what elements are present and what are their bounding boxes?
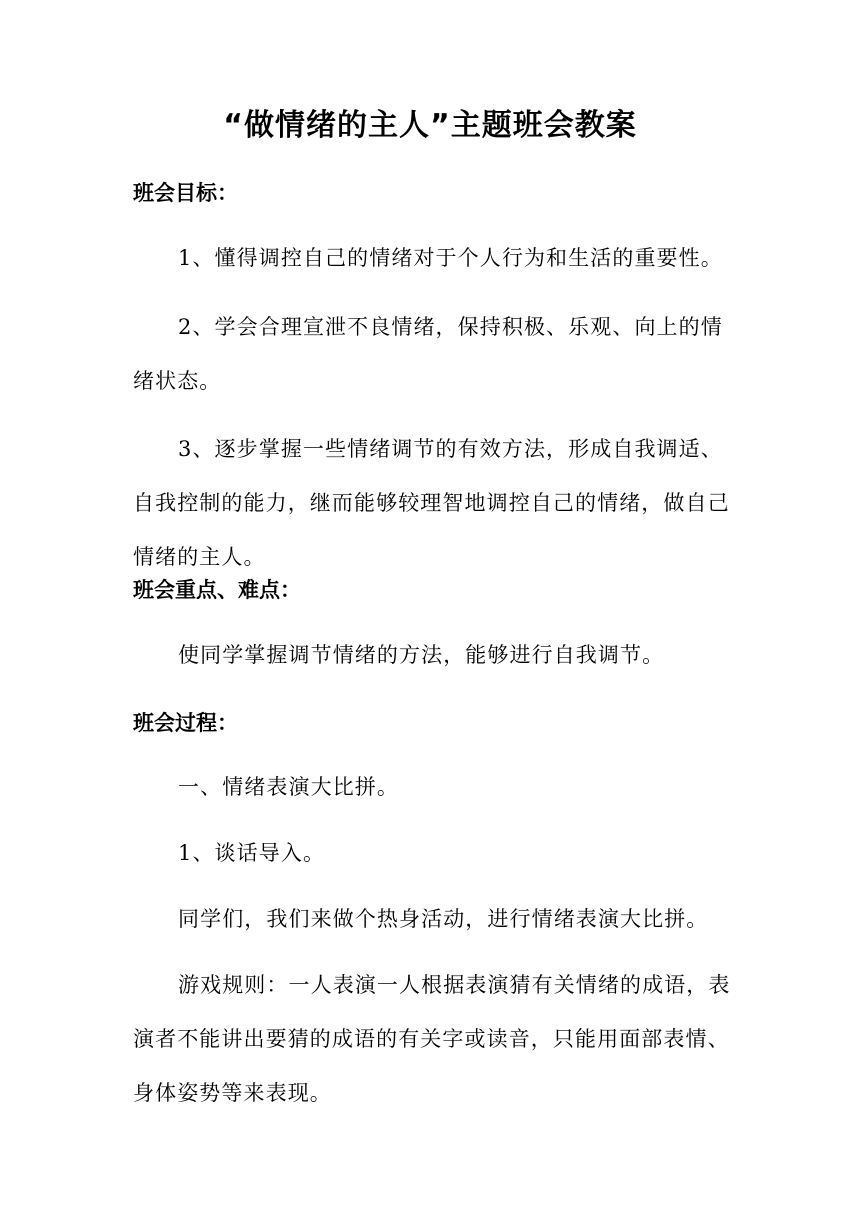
step-one-title: 1、谈话导入。	[178, 841, 326, 865]
goal-item-1: 1、懂得调控自己的情绪对于个人行为和生活的重要性。	[178, 246, 723, 270]
key-points-text: 使同学掌握调节情绪的方法，能够进行自我调节。	[178, 643, 665, 667]
goals-heading: 班会目标：	[133, 181, 238, 205]
step-one-text: 同学们，我们来做个热身活动，进行情绪表演大比拼。	[178, 907, 709, 931]
key-points-heading: 班会重点、难点：	[133, 578, 301, 602]
document-title: “做情绪的主人”主题班会教案	[223, 108, 637, 143]
part-one-title: 一、情绪表演大比拼。	[178, 775, 399, 799]
goal-item-3: 3、逐步掌握一些情绪调节的有效方法，形成自我调适、自我控制的能力，继而能够较理智地调控自己的情绪，做自己情绪的主人。	[133, 437, 730, 569]
process-heading: 班会过程：	[133, 711, 238, 735]
game-rules-text: 游戏规则：一人表演一人根据表演猜有关情绪的成语，表演者不能讲出要猜的成语的有关字或读音，只能用面部表情、身体姿势等来表现。	[133, 973, 731, 1105]
goal-item-2: 2、学会合理宣泄不良情绪，保持积极、乐观、向上的情绪状态。	[133, 315, 723, 393]
